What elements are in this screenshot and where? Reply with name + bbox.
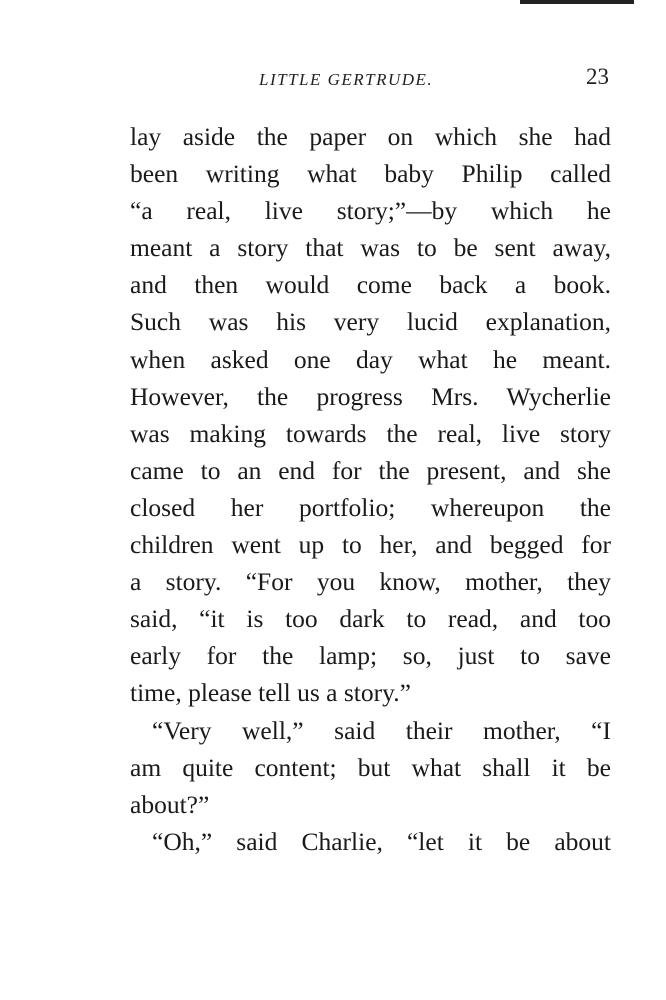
text-line: said, “it is too dark to read, and too bbox=[130, 604, 611, 634]
text-line: early for the lamp; so, just to save bbox=[130, 641, 611, 671]
text-line: when asked one day what he meant. bbox=[130, 344, 611, 374]
page-number: 23 bbox=[586, 64, 609, 89]
text-line: closed her portfolio; whereupon the bbox=[130, 492, 611, 522]
text-line: However, the progress Mrs. Wycherlie bbox=[130, 381, 611, 411]
text-line: was making towards the real, live story bbox=[130, 418, 611, 448]
page-edge-mark bbox=[520, 0, 634, 4]
text-line: “Oh,” said Charlie, “let it be about bbox=[152, 826, 611, 856]
text-line: been writing what baby Philip called bbox=[130, 159, 611, 189]
text-line: “a real, live story;”—by which he bbox=[130, 196, 611, 226]
body-text bbox=[130, 118, 611, 860]
text-line: Such was his very lucid explanation, bbox=[130, 307, 611, 337]
text-line: a story. “For you know, mother, they bbox=[130, 567, 611, 597]
text-line: am quite content; but what shall it be bbox=[130, 752, 611, 782]
running-head-title: LITTLE GERTRUDE. bbox=[259, 70, 434, 89]
text-line: came to an end for the present, and she bbox=[130, 455, 611, 485]
text-line: time, please tell us a story.” bbox=[130, 678, 411, 708]
text-line: about?” bbox=[130, 789, 210, 819]
text-line: lay aside the paper on which she had bbox=[130, 122, 611, 151]
text-line: meant a story that was to be sent away, bbox=[130, 233, 611, 263]
text-line: and then would come back a book. bbox=[130, 270, 611, 300]
text-line: children went up to her, and begged for bbox=[130, 530, 611, 560]
text-line: “Very well,” said their mother, “I bbox=[152, 715, 611, 745]
